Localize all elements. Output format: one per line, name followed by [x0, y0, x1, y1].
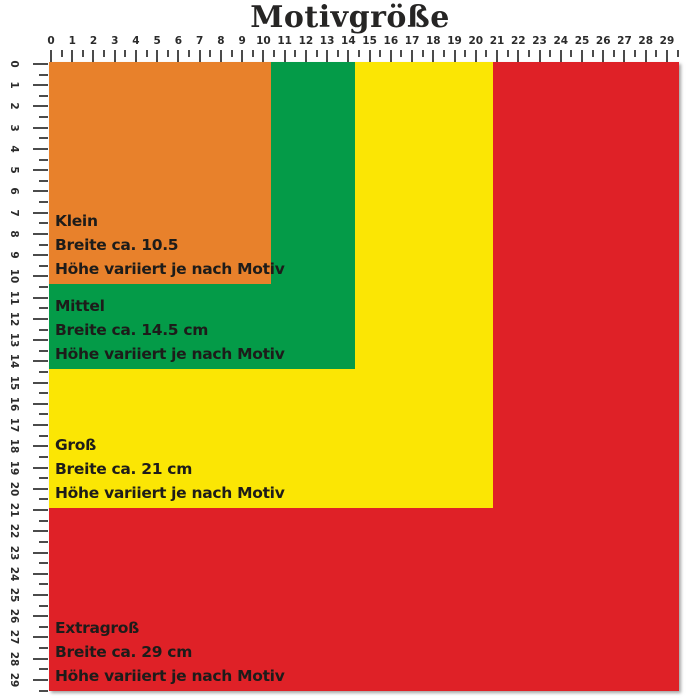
left-ruler-tick — [33, 658, 48, 660]
top-ruler-tick — [655, 50, 657, 57]
left-ruler-number: 13 — [8, 332, 20, 348]
left-ruler-tick — [39, 307, 48, 309]
left-ruler-tick — [39, 180, 48, 182]
left-ruler-tick — [39, 413, 48, 415]
size-height: Höhe variiert je nach Motiv — [55, 667, 285, 685]
top-ruler-number: 16 — [383, 35, 399, 47]
left-ruler-number: 2 — [8, 102, 20, 111]
left-ruler-tick — [39, 116, 48, 118]
left-ruler-tick — [39, 562, 48, 564]
top-ruler-number: 27 — [617, 35, 632, 47]
top-ruler-tick — [347, 50, 349, 62]
left-ruler-number: 21 — [8, 502, 20, 518]
left-ruler-tick — [39, 456, 48, 458]
top-ruler-tick — [294, 50, 296, 57]
top-ruler-tick — [517, 50, 519, 62]
size-width: Breite ca. 21 cm — [55, 460, 193, 478]
size-height: Höhe variiert je nach Motiv — [55, 345, 285, 363]
top-ruler-number: 24 — [553, 35, 569, 47]
top-ruler-number: 1 — [68, 35, 76, 47]
left-ruler-number: 26 — [8, 608, 20, 624]
top-ruler-tick — [390, 50, 392, 62]
left-ruler-tick — [39, 222, 48, 224]
top-ruler-number: 12 — [298, 35, 314, 47]
top-ruler-tick — [305, 50, 307, 62]
top-ruler-number: 5 — [153, 35, 161, 47]
left-ruler-tick — [39, 626, 48, 628]
top-ruler-tick — [188, 50, 190, 57]
left-ruler-tick — [39, 690, 48, 692]
left-ruler-number: 10 — [8, 269, 20, 284]
left-ruler-number: 8 — [8, 230, 20, 238]
left-ruler-tick — [33, 105, 48, 107]
left-ruler-tick — [39, 159, 48, 161]
left-ruler-number: 3 — [8, 124, 20, 132]
top-ruler-number: 20 — [468, 35, 484, 47]
left-ruler-tick — [39, 286, 48, 288]
top-ruler-tick — [539, 50, 541, 62]
top-ruler-number: 28 — [638, 35, 654, 47]
top-ruler-number: 17 — [404, 35, 420, 47]
top-ruler-number: 9 — [238, 35, 246, 47]
left-ruler-tick — [39, 74, 48, 76]
size-name: Groß — [55, 436, 96, 454]
top-ruler-tick — [666, 50, 668, 62]
top-ruler-tick — [326, 50, 328, 62]
top-ruler-number: 8 — [217, 35, 225, 47]
top-ruler-tick — [379, 50, 381, 57]
top-ruler-tick — [581, 50, 583, 62]
top-ruler-tick — [570, 50, 572, 57]
left-ruler-number: 6 — [8, 187, 20, 196]
left-ruler-tick — [39, 583, 48, 585]
left-ruler-tick — [39, 244, 48, 246]
left-ruler-number: 11 — [8, 290, 20, 305]
top-ruler-tick — [454, 50, 456, 62]
left-ruler-tick — [33, 594, 48, 596]
left-ruler-tick — [39, 371, 48, 373]
left-ruler-tick — [33, 615, 48, 617]
size-name: Klein — [55, 212, 98, 230]
top-ruler-number: 3 — [111, 35, 119, 47]
top-ruler-tick — [82, 50, 84, 57]
left-ruler-number: 14 — [8, 354, 20, 369]
left-ruler-tick — [33, 636, 48, 638]
left-ruler-tick — [33, 360, 48, 362]
size-height: Höhe variiert je nach Motiv — [55, 260, 285, 278]
left-ruler-tick — [33, 275, 48, 277]
left-ruler-tick — [39, 350, 48, 352]
top-ruler-number: 2 — [89, 35, 98, 47]
left-ruler-tick — [33, 297, 48, 299]
left-ruler-number: 1 — [8, 81, 20, 89]
left-ruler-number: 12 — [8, 311, 20, 327]
top-ruler-number: 7 — [196, 35, 204, 47]
top-ruler-tick — [475, 50, 477, 62]
top-ruler-tick — [252, 50, 254, 57]
top-ruler-tick — [337, 50, 339, 57]
left-ruler-tick — [33, 339, 48, 341]
left-ruler-number: 23 — [8, 545, 20, 560]
left-ruler-tick — [33, 148, 48, 150]
top-ruler-tick — [369, 50, 371, 62]
left-ruler-tick — [33, 509, 48, 511]
left-ruler-tick — [39, 137, 48, 139]
top-ruler-number: 14 — [341, 35, 356, 47]
top-ruler-tick — [156, 50, 158, 62]
left-ruler-tick — [33, 573, 48, 575]
top-ruler-tick — [135, 50, 137, 62]
left-ruler-tick — [39, 477, 48, 479]
top-ruler-tick — [241, 50, 243, 62]
left-ruler-number: 17 — [8, 417, 20, 433]
top-ruler-tick — [71, 50, 73, 62]
top-ruler-tick — [560, 50, 562, 62]
size-label-extragross — [55, 616, 285, 688]
top-ruler-tick — [92, 50, 94, 62]
left-ruler-tick — [33, 254, 48, 256]
left-ruler-number: 19 — [8, 460, 20, 475]
left-ruler-tick — [33, 552, 48, 554]
size-width: Breite ca. 10.5 — [55, 236, 179, 254]
top-ruler-tick — [623, 50, 625, 62]
left-ruler-tick — [39, 435, 48, 437]
top-ruler-tick — [50, 50, 52, 62]
left-ruler-tick — [33, 63, 48, 65]
top-ruler-tick — [177, 50, 179, 62]
top-ruler-tick — [485, 50, 487, 57]
left-ruler-number: 9 — [8, 251, 20, 259]
left-ruler-number: 15 — [8, 375, 20, 390]
top-ruler-tick — [231, 50, 233, 57]
left-ruler-tick — [39, 95, 48, 97]
left-ruler-tick — [33, 169, 48, 171]
left-ruler-tick — [33, 212, 48, 214]
left-ruler-number: 5 — [8, 166, 20, 174]
chart-title: Motivgröße — [250, 0, 450, 35]
top-ruler-tick — [613, 50, 615, 57]
top-ruler-tick — [146, 50, 148, 57]
size-height: Höhe variiert je nach Motiv — [55, 484, 285, 502]
left-ruler-tick — [33, 424, 48, 426]
left-ruler-tick — [39, 392, 48, 394]
top-ruler-number: 6 — [174, 35, 183, 47]
size-name: Extragroß — [55, 619, 139, 637]
top-ruler-tick — [103, 50, 105, 57]
left-ruler-tick — [33, 445, 48, 447]
top-ruler-tick — [443, 50, 445, 57]
left-ruler-tick — [39, 605, 48, 607]
left-ruler-tick — [39, 541, 48, 543]
top-ruler-number: 11 — [277, 35, 292, 47]
top-ruler-tick — [507, 50, 509, 57]
top-ruler-tick — [114, 50, 116, 62]
top-ruler-number: 26 — [595, 35, 611, 47]
top-ruler-tick — [634, 50, 636, 57]
top-ruler-tick — [284, 50, 286, 62]
top-ruler-number: 0 — [47, 35, 55, 47]
left-ruler-tick — [39, 201, 48, 203]
left-ruler-tick — [33, 530, 48, 532]
left-ruler-tick — [39, 647, 48, 649]
top-ruler-number: 4 — [132, 35, 140, 47]
top-ruler-tick — [549, 50, 551, 57]
left-ruler-tick — [39, 520, 48, 522]
left-ruler-tick — [33, 467, 48, 469]
top-ruler-tick — [528, 50, 530, 57]
left-ruler-tick — [33, 488, 48, 490]
left-ruler-tick — [33, 127, 48, 129]
left-ruler-tick — [39, 265, 48, 267]
left-ruler-tick — [39, 329, 48, 331]
top-ruler-number: 18 — [426, 35, 441, 47]
top-ruler-tick — [496, 50, 498, 62]
top-ruler-number: 15 — [362, 35, 377, 47]
top-ruler-tick — [220, 50, 222, 62]
top-ruler-tick — [422, 50, 424, 57]
top-ruler-tick — [262, 50, 264, 62]
left-ruler-tick — [33, 233, 48, 235]
size-label-klein — [55, 209, 285, 281]
left-ruler-tick — [33, 382, 48, 384]
left-ruler-number: 0 — [8, 60, 20, 68]
top-ruler-tick — [167, 50, 169, 57]
top-ruler-tick — [592, 50, 594, 57]
top-ruler-tick — [199, 50, 201, 62]
top-ruler-number: 29 — [659, 35, 675, 47]
top-ruler-tick — [209, 50, 211, 57]
left-ruler-number: 25 — [8, 587, 20, 603]
size-name: Mittel — [55, 297, 105, 315]
left-ruler-number: 16 — [8, 396, 20, 412]
left-ruler-tick — [33, 318, 48, 320]
left-ruler-tick — [39, 498, 48, 500]
top-ruler-tick — [677, 50, 679, 57]
left-ruler-tick — [33, 679, 48, 681]
left-ruler-number: 29 — [8, 672, 20, 688]
top-ruler-number: 19 — [447, 35, 462, 47]
top-ruler-tick — [358, 50, 360, 57]
top-ruler-number: 21 — [489, 35, 505, 47]
top-ruler-tick — [400, 50, 402, 57]
left-ruler-tick — [39, 668, 48, 670]
left-ruler-tick — [33, 84, 48, 86]
top-ruler-number: 25 — [574, 35, 590, 47]
left-ruler-number: 28 — [8, 651, 20, 667]
top-ruler-number: 23 — [532, 35, 547, 47]
size-width: Breite ca. 29 cm — [55, 643, 193, 661]
size-width: Breite ca. 14.5 cm — [55, 321, 209, 339]
top-ruler-tick — [411, 50, 413, 62]
left-ruler-number: 7 — [8, 209, 20, 217]
top-ruler-tick — [464, 50, 466, 57]
top-ruler-number: 13 — [319, 35, 335, 47]
top-ruler-tick — [124, 50, 126, 57]
top-ruler-tick — [61, 50, 63, 57]
left-ruler-number: 18 — [8, 439, 20, 454]
size-label-gross — [55, 433, 285, 505]
top-ruler-number: 22 — [510, 35, 526, 47]
left-ruler-tick — [33, 403, 48, 405]
top-ruler-tick — [316, 50, 318, 57]
top-ruler-number: 10 — [256, 35, 271, 47]
left-ruler-number: 24 — [8, 566, 20, 582]
top-ruler-tick — [602, 50, 604, 62]
left-ruler-number: 27 — [8, 630, 20, 645]
left-ruler-number: 22 — [8, 523, 20, 539]
top-ruler-tick — [432, 50, 434, 62]
size-label-mittel — [55, 294, 285, 366]
left-ruler-number: 4 — [8, 145, 20, 153]
left-ruler-tick — [33, 190, 48, 192]
top-ruler-tick — [645, 50, 647, 62]
left-ruler-number: 20 — [8, 481, 20, 497]
top-ruler-tick — [273, 50, 275, 57]
